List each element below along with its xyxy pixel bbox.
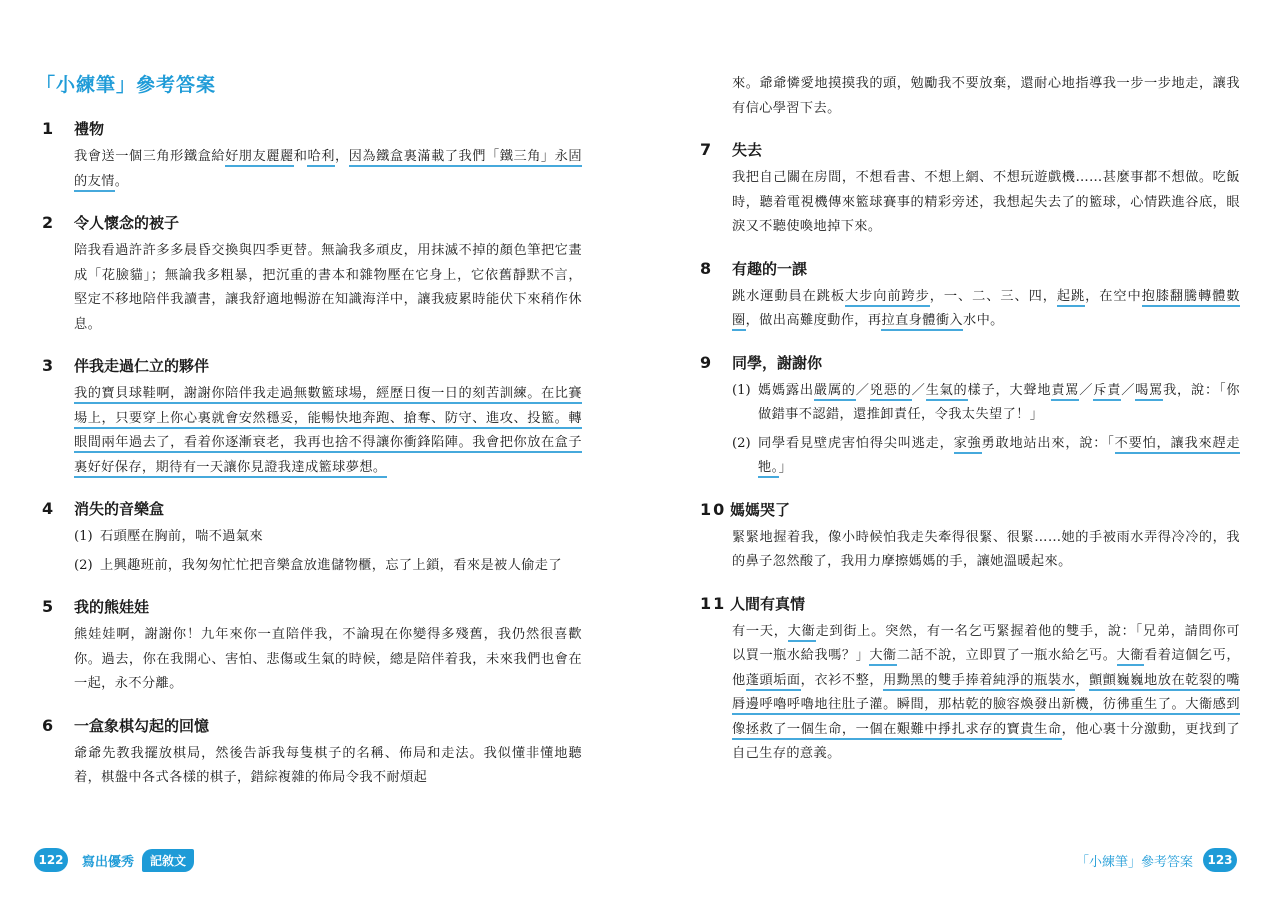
underlined-phrase: 大步向前跨步 (845, 289, 930, 307)
answer-item (732, 379, 1240, 428)
section-number: 6 (42, 715, 54, 735)
section-heading (42, 596, 582, 617)
section-5 (42, 596, 582, 697)
section-heading (700, 352, 1240, 373)
section-3 (42, 355, 582, 480)
underlined-phrase: 大衞 (869, 648, 896, 666)
section-body (74, 525, 582, 578)
section-9 (700, 352, 1240, 481)
item-number: (2) (74, 557, 93, 573)
item-text: 上興趣班前，我匆匆忙忙把音樂盒放進儲物櫃，忘了上鎖，看來是被人偷走了 (100, 557, 562, 573)
section-title: 一盒象棋勾起的回憶 (74, 716, 210, 735)
item-number: (1) (732, 382, 751, 398)
item-number: (2) (732, 435, 751, 451)
section-body (732, 166, 1240, 240)
section-title: 媽媽哭了 (730, 500, 791, 519)
underlined-phrase: 生氣的 (926, 383, 968, 401)
section-title: 人間有真情 (730, 594, 806, 613)
section-heading (700, 499, 1240, 520)
underlined-phrase: 兇惡的 (870, 383, 912, 401)
section-10 (700, 499, 1240, 575)
underlined-phrase: 嚴厲的 (814, 383, 856, 401)
continued-text: 來。爺爺憐愛地摸摸我的頭，勉勵我不要放棄，還耐心地指導我一步一步地走，讓我有信心學習下去。 (732, 76, 1240, 116)
underlined-phrase: 大衞 (1117, 648, 1144, 666)
section-number: 5 (42, 597, 54, 616)
footer-title: 「小練筆」參考答案 (1075, 854, 1193, 870)
underlined-phrase: 因為鐵盒裏滿載了我們「鐵三角」永固的友情 (74, 149, 582, 192)
section-heading (700, 139, 1240, 160)
section-body (732, 620, 1240, 767)
section-body (732, 379, 1240, 481)
item-text: 媽媽露出嚴厲的／兇惡的／生氣的樣子，大聲地責罵／斥責／喝罵我，說：「你做錯事不認錯，還推卸責任，令我太失望了！」 (758, 382, 1240, 422)
underlined-phrase: 責罵 (1051, 383, 1079, 401)
underlined-phrase: 好朋友麗麗 (225, 149, 294, 167)
item-text: 石頭壓在胸前，喘不過氣來 (100, 529, 264, 544)
page-number: 122 (34, 848, 68, 872)
section-title: 消失的音樂盒 (74, 500, 165, 518)
section-title: 令人懷念的被子 (74, 214, 180, 232)
section-7 (700, 139, 1240, 240)
right-footer (1076, 848, 1237, 872)
page-title: 「小練筆」參考答案 (36, 74, 217, 96)
answer-text: 跳水運動員在跳板大步向前跨步，一、二、三、四，起跳，在空中抱膝翻騰轉體數圈，做出高難度動作，再拉直身體衝入水中。 (732, 285, 1240, 334)
section-number: 8 (700, 258, 712, 278)
section-2 (42, 212, 582, 337)
underlined-phrase: 大衞 (788, 624, 816, 642)
section-body (732, 285, 1240, 334)
section-heading (700, 593, 1240, 614)
section-title: 禮物 (74, 120, 105, 138)
right-sections (700, 72, 1240, 785)
section-heading (42, 355, 582, 376)
section-number: 3 (42, 356, 54, 375)
section-heading (700, 258, 1240, 279)
answer-text: 熊娃娃啊，謝謝你！九年來你一直陪伴我，不論現在你變得多殘舊，我仍然很喜歡你。過去，你在我開心、害怕、悲傷或生氣的時候，總是陪伴着我，未來我們也會在一起，永不分離。 (74, 627, 582, 691)
underlined-phrase: 蓬頭垢面 (746, 673, 801, 691)
section-4 (42, 498, 582, 578)
section-11 (700, 593, 1240, 767)
answer-text: 爺爺先教我擺放棋局，然後告訴我每隻棋子的名稱、佈局和走法。我似懂非懂地聽着，棋盤中各式各樣的棋子，錯綜複雜的佈局令我不耐煩起 (74, 745, 582, 785)
underlined-phrase: 用黝黑的雙手捧着純淨的瓶裝水 (883, 673, 1075, 691)
underlined-phrase: 我的寶貝球鞋啊，謝謝你陪伴我走過無數籃球場，經歷日復一日的刻苦訓練。在比賽場上，只要穿上你心裏就會安然穩妥，能暢快地奔跑、搶奪、防守、進攻、投籃。轉眼間兩年過去了，看着你逐漸衰老，我再也捨不得讓你衝鋒陷陣。我會把你放在盒子裏好好保存，期待有一天讓你見證我達成籃球夢想。 (74, 386, 582, 478)
underlined-phrase: 哈利 (307, 149, 334, 167)
answer-text: 我把自己關在房間，不想看書、不想上網、不想玩遊戲機……甚麼事都不想做。吃飯時，聽着電視機傳來籃球賽事的精彩旁述，我想起失去了的籃球，心情跌進谷底，眼淚又不聽使喚地掉下來。 (732, 170, 1240, 234)
underlined-phrase: 家強 (954, 436, 982, 454)
left-page (0, 0, 634, 900)
answer-text: 緊緊地握着我，像小時候怕我走失牽得很緊、很緊……她的手被雨水弄得冷冷的，我的鼻子忽然酸了，我用力摩擦媽媽的手，讓她溫暖起來。 (732, 529, 1240, 569)
section-body (74, 382, 582, 480)
genre-badge: 記敘文 (142, 849, 194, 872)
item-number: (1) (74, 529, 93, 544)
underlined-phrase: 起跳 (1057, 289, 1085, 307)
answer-text: 有一天，大衞走到街上。突然，有一名乞丐緊握着他的雙手，說：「兄弟，請問你可以買一瓶水給我嗎？」大衞二話不說，立即買了一瓶水給乞丐。大衞看着這個乞丐，他蓬頭垢面，衣衫不整，用黝黑的雙手捧着純淨的瓶裝水，顫顫巍巍地放在乾裂的嘴脣邊呼嚕呼嚕地往肚子灌。瞬間，那枯乾的臉容煥發出新機，彷彿重生了。大衞感到像拯救了一個生命，一個在艱難中掙扎求存的寶貴生命，他心裏十分激動，更找到了自己生存的意義。 (732, 623, 1240, 761)
section-number: 10 (700, 499, 727, 519)
answer-text (74, 382, 582, 480)
section-title: 有趣的一課 (732, 259, 808, 278)
underlined-phrase: 不要怕，讓我來趕走牠。 (758, 436, 1240, 479)
section-6-continued (700, 72, 1240, 121)
section-1 (42, 118, 582, 194)
section-body (74, 623, 582, 697)
section-body (74, 239, 582, 337)
underlined-phrase: 喝罵 (1135, 383, 1163, 401)
section-heading (42, 498, 582, 519)
section-number: 7 (700, 140, 712, 159)
underlined-phrase: 抱膝翻騰轉體數圈 (732, 289, 1240, 332)
book-title: 寫出優秀 (82, 854, 135, 870)
item-text: 同學看見壁虎害怕得尖叫逃走，家強勇敢地站出來，說：「不要怕，讓我來趕走牠。」 (758, 432, 1240, 481)
section-heading (42, 118, 582, 139)
section-number: 9 (700, 352, 712, 372)
section-number: 2 (42, 213, 54, 232)
page-number: 123 (1203, 848, 1237, 872)
left-sections (42, 118, 582, 809)
underlined-phrase: 斥責 (1093, 383, 1121, 401)
section-title: 我的熊娃娃 (74, 598, 150, 616)
answer-text: 我會送一個三角形鐵盒給好朋友麗麗和哈利，因為鐵盒裏滿載了我們「鐵三角」永固的友情。 (74, 145, 582, 194)
section-number: 4 (42, 499, 54, 518)
answer-item (732, 432, 1240, 481)
section-body (732, 526, 1240, 575)
section-number: 11 (700, 593, 727, 613)
underlined-phrase: 顫顫巍巍地放在乾裂的嘴脣邊呼嚕呼嚕地往肚子灌。瞬間，那枯乾的臉容煥發出新機，彷彿重生了。大衞感到像拯救了一個生命，一個在艱難中掙扎求存的寶貴生命 (732, 673, 1240, 740)
section-heading (42, 715, 582, 736)
answer-item (74, 525, 582, 550)
section-title: 失去 (732, 141, 763, 159)
section-6 (42, 715, 582, 791)
right-page (634, 0, 1269, 900)
section-title: 同學，謝謝你 (732, 353, 823, 372)
section-number: 1 (42, 119, 54, 138)
section-heading (42, 212, 582, 233)
section-body (74, 145, 582, 194)
section-8 (700, 258, 1240, 334)
section-body (74, 742, 582, 791)
section-title: 伴我走過仁立的夥伴 (74, 357, 210, 375)
underlined-phrase: 拉直身體衝入 (881, 313, 963, 331)
answer-text: 陪我看過許許多多晨昏交換與四季更替。無論我多頑皮，用抹滅不掉的顏色筆把它畫成「花臉貓」；無論我多粗暴，把沉重的書本和雜物壓在它身上，它依舊靜默不言，堅定不移地陪伴我讀書，讓我舒適地暢游在知識海洋中，讓我疲累時能伏下來稍作休息。 (74, 243, 582, 332)
answer-item (74, 554, 582, 579)
left-footer (34, 848, 194, 872)
